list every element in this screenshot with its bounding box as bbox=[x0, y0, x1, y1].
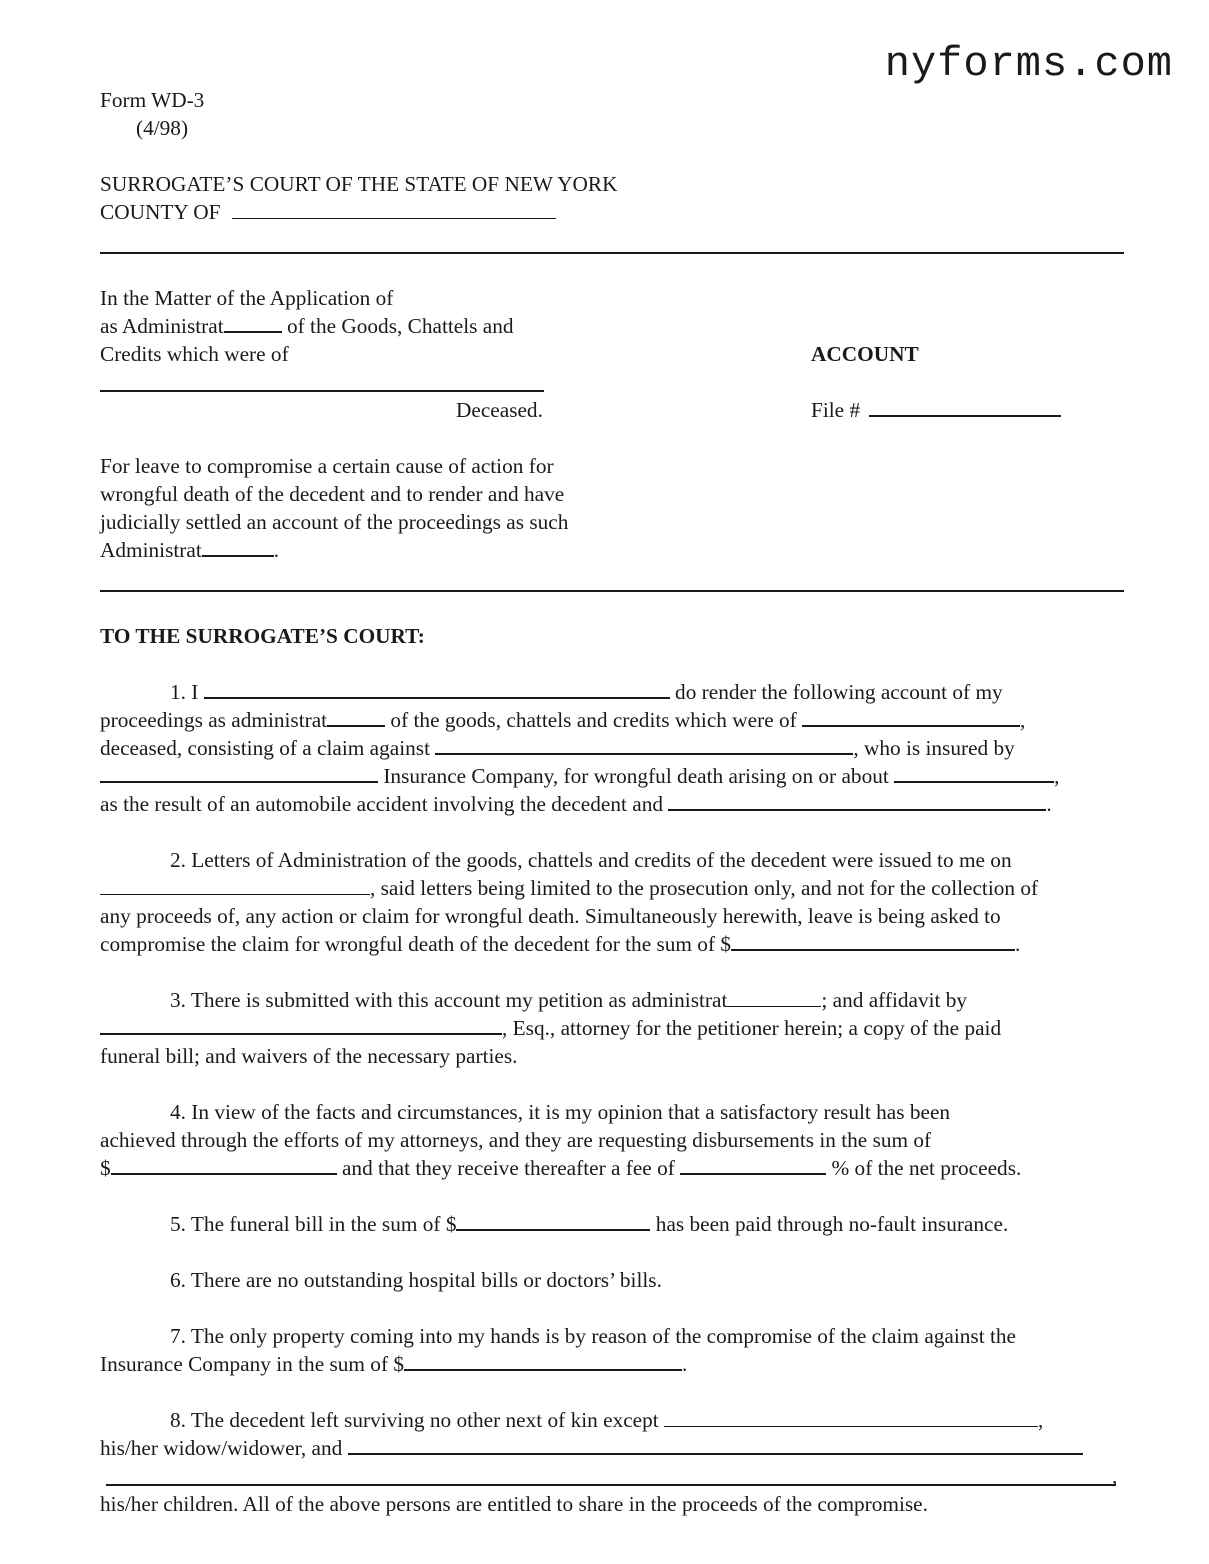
p1-insurer-blank[interactable] bbox=[100, 763, 378, 783]
p8-comma-2: , bbox=[1112, 1464, 1118, 1488]
p4-disbursements-blank[interactable] bbox=[111, 1155, 337, 1175]
p2-compromise: compromise the claim for wrongful death of the decedent for the sum of $ bbox=[100, 932, 732, 956]
purpose-line-3: judicially settled an account of the proceedings as such bbox=[100, 510, 569, 534]
p7-sum-blank[interactable] bbox=[404, 1351, 682, 1371]
p3-submitted: 3. There is submitted with this account my petition as administrat bbox=[170, 988, 728, 1012]
p3-attorney-blank[interactable] bbox=[100, 1015, 502, 1035]
p8-widow: his/her widow/widower, and bbox=[100, 1436, 348, 1460]
p8-line-4: his/her children. All of the above persons are entitled to share in the proceeds of the compromise. bbox=[100, 1492, 928, 1516]
p4-net: % of the net proceeds. bbox=[826, 1156, 1022, 1180]
file-number-blank[interactable] bbox=[869, 397, 1061, 417]
p1-claim-against-blank[interactable] bbox=[435, 735, 853, 755]
form-id: Form WD-3 bbox=[100, 88, 205, 112]
p1-line-4 bbox=[100, 762, 1059, 790]
purpose-administrat-blank[interactable] bbox=[202, 537, 274, 557]
p5-funeral-sum-blank[interactable] bbox=[456, 1211, 650, 1231]
p1-line-1 bbox=[170, 678, 1003, 706]
file-number-label: File # bbox=[811, 398, 861, 422]
petitioner-name-blank[interactable] bbox=[204, 679, 670, 699]
p1-decedent-blank[interactable] bbox=[802, 707, 1020, 727]
p3-line-2 bbox=[100, 1014, 1001, 1042]
p8-next-of-kin: 8. The decedent left surviving no other next of kin except bbox=[170, 1408, 665, 1432]
p4-dollar: $ bbox=[100, 1156, 111, 1180]
county-label: COUNTY OF bbox=[100, 200, 221, 224]
caption-line-1: In the Matter of the Application of bbox=[100, 286, 394, 310]
decedent-name-blank[interactable] bbox=[100, 390, 544, 392]
p5-funeral: 5. The funeral bill in the sum of $ bbox=[170, 1212, 457, 1236]
p4-fee: and that they receive thereafter a fee of bbox=[336, 1156, 681, 1180]
caption-administrat: as Administrat bbox=[100, 314, 224, 338]
p4-line-2: achieved through the efforts of my attorneys, and they are requesting disbursements in the sum of bbox=[100, 1128, 932, 1152]
p4-line-1: 4. In view of the facts and circumstances, it is my opinion that a satisfactory result has been bbox=[170, 1100, 951, 1124]
purpose-line-2: wrongful death of the decedent and to render and have bbox=[100, 482, 565, 506]
county-blank[interactable] bbox=[232, 200, 556, 219]
p8-children-blank[interactable] bbox=[106, 1484, 1116, 1486]
p4-fee-percent-blank[interactable] bbox=[680, 1155, 826, 1175]
p1-render: do render the following account of my bbox=[669, 680, 1003, 704]
p5-paid: has been paid through no-fault insurance. bbox=[650, 1212, 1009, 1236]
p2-issue-date-blank[interactable] bbox=[100, 876, 370, 895]
purpose-period: . bbox=[273, 538, 280, 562]
p1-date-blank[interactable] bbox=[894, 763, 1054, 783]
p2-line-4 bbox=[100, 930, 1020, 958]
caption-line-2 bbox=[100, 312, 514, 340]
p8-comma: , bbox=[1038, 1408, 1044, 1432]
p3-line-3: funeral bill; and waivers of the necessary parties. bbox=[100, 1044, 518, 1068]
p2-sum-blank[interactable] bbox=[731, 931, 1015, 951]
p8-kin-blank[interactable] bbox=[664, 1408, 1038, 1427]
p8-line-1 bbox=[170, 1406, 1043, 1434]
p1-line-5 bbox=[100, 790, 1052, 818]
p1-insurance: Insurance Company, for wrongful death arising on or about bbox=[378, 764, 895, 788]
p1-i: 1. I bbox=[170, 680, 204, 704]
deceased-label: Deceased. bbox=[456, 398, 543, 422]
file-number-line bbox=[811, 396, 1061, 424]
p8-widow-blank[interactable] bbox=[348, 1435, 1083, 1455]
p3-affidavit: ; and affidavit by bbox=[821, 988, 968, 1012]
p2-period: . bbox=[1015, 932, 1021, 956]
p1-period: . bbox=[1046, 792, 1052, 816]
court-address: TO THE SURROGATE’S COURT: bbox=[100, 624, 425, 648]
p8-line-2 bbox=[100, 1434, 1083, 1462]
caption-line-3: Credits which were of bbox=[100, 342, 289, 366]
p1-line-2 bbox=[100, 706, 1025, 734]
p2-line-2 bbox=[100, 874, 1038, 902]
p1-involving-blank[interactable] bbox=[668, 791, 1046, 811]
p2-line-1: 2. Letters of Administration of the goods, chattels and credits of the decedent were issued to me on bbox=[170, 848, 1012, 872]
caption-rule bbox=[100, 590, 1124, 592]
p7-line-2 bbox=[100, 1350, 687, 1378]
county-line bbox=[100, 198, 556, 226]
p3-line-1 bbox=[170, 986, 967, 1014]
purpose-line-4 bbox=[100, 536, 279, 564]
form-revision: (4/98) bbox=[136, 116, 189, 140]
top-rule bbox=[100, 252, 1124, 254]
p4-line-3 bbox=[100, 1154, 1021, 1182]
caption-goods: of the Goods, Chattels and bbox=[281, 314, 514, 338]
watermark: nyforms.com bbox=[884, 40, 1173, 88]
p5-line bbox=[170, 1210, 1008, 1238]
p1-accident: as the result of an automobile accident involving the decedent and bbox=[100, 792, 669, 816]
p7-insurance: Insurance Company in the sum of $ bbox=[100, 1352, 405, 1376]
p1-line-3 bbox=[100, 734, 1015, 762]
purpose-administrat: Administrat bbox=[100, 538, 202, 562]
p1-comma-2: , bbox=[1054, 764, 1060, 788]
p2-limited: , said letters being limited to the prosecution only, and not for the collection of bbox=[370, 876, 1039, 900]
p2-line-3: any proceeds of, any action or claim for wrongful death. Simultaneously herewith, leave is being asked to bbox=[100, 904, 1001, 928]
administrat-suffix-blank[interactable] bbox=[224, 313, 282, 333]
p6-line: 6. There are no outstanding hospital bills or doctors’ bills. bbox=[170, 1268, 662, 1292]
p1-goods: of the goods, chattels and credits which were of bbox=[385, 708, 803, 732]
p3-administrat-blank[interactable] bbox=[727, 988, 821, 1007]
p1-administrat-blank[interactable] bbox=[327, 707, 385, 727]
p1-claim: deceased, consisting of a claim against bbox=[100, 736, 436, 760]
court-title: SURROGATE’S COURT OF THE STATE OF NEW YORK bbox=[100, 172, 618, 196]
p1-comma: , bbox=[1020, 708, 1026, 732]
p7-period: . bbox=[682, 1352, 688, 1376]
p1-proceedings: proceedings as administrat bbox=[100, 708, 328, 732]
p3-esq: , Esq., attorney for the petitioner herein; a copy of the paid bbox=[502, 1016, 1002, 1040]
p7-line-1: 7. The only property coming into my hands is by reason of the compromise of the claim against the bbox=[170, 1324, 1016, 1348]
purpose-line-1: For leave to compromise a certain cause of action for bbox=[100, 454, 554, 478]
p1-insured: , who is insured by bbox=[853, 736, 1015, 760]
document-title: ACCOUNT bbox=[811, 342, 919, 366]
